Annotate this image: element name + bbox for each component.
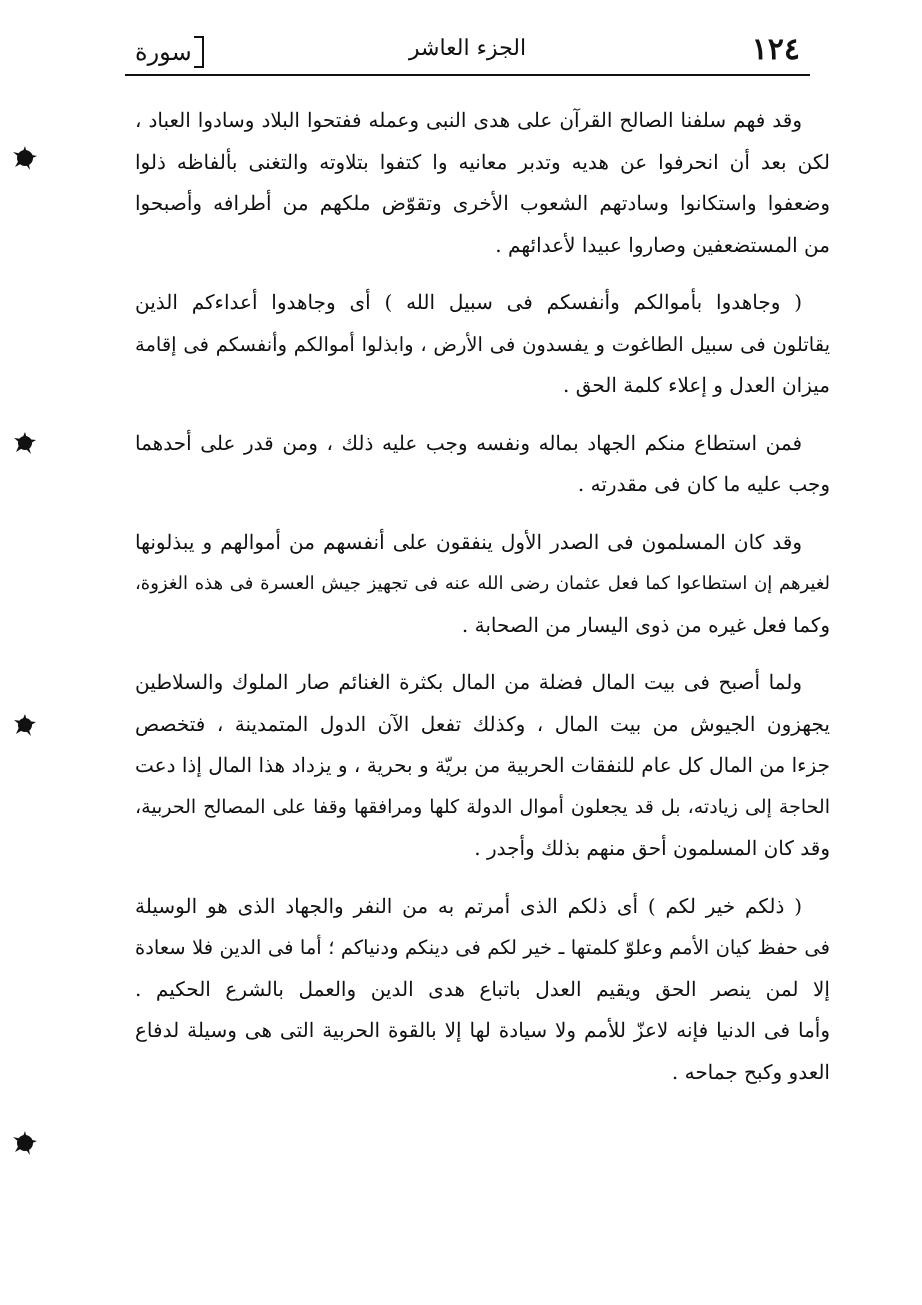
text-line: لغيرهم إن استطاعوا كما فعل عثمان رضى الله عنه فى تجهيز جيش العسرة فى هذه الغزوة، bbox=[135, 573, 830, 594]
paragraph bbox=[135, 662, 830, 870]
text-line: وجب عليه ما كان فى مقدرته . bbox=[577, 472, 830, 496]
ink-blot-icon bbox=[12, 430, 38, 456]
paragraph bbox=[135, 282, 830, 407]
text-line: وكما فعل غيره من ذوى اليسار من الصحابة . bbox=[461, 612, 830, 637]
page-number: ١٢٤ bbox=[751, 32, 800, 67]
text-line: وضعفوا واستكانوا وسادتهم الشعوب الأخرى وتقوّض ملكهم من أطرافه وأصبحوا bbox=[135, 191, 830, 215]
surah-label-text: سورة bbox=[135, 38, 192, 66]
text-line: يقاتلون فى سبيل الطاغوت و يفسدون فى الأرض ، وابذلوا أموالكم وأنفسكم فى إقامة bbox=[135, 332, 830, 356]
ink-blot-icon bbox=[12, 145, 38, 171]
text-line: جزءا من المال كل عام للنفقات الحربية من بريّة و بحرية ، و يزداد هذا المال إذا دعت bbox=[135, 753, 830, 777]
page-header bbox=[125, 30, 810, 74]
juz-title: الجزء العاشر bbox=[408, 36, 527, 61]
text-line: وأما فى الدنيا فإنه لاعزّ للأمم ولا سيادة لها إلا بالقوة الحربية التى هى وسيلة لدفاع bbox=[135, 1018, 830, 1042]
text-line: لكن بعد أن انحرفوا عن هديه وتدبر معانيه وا كتفوا بتلاوته والتغنى بألفاظه ذلوا bbox=[135, 149, 830, 174]
text-line: فمن استطاع منكم الجهاد بماله ونفسه وجب عليه ذلك ، ومن قدر على أحدهما bbox=[135, 430, 803, 455]
ink-blot-icon bbox=[12, 712, 38, 738]
page-body bbox=[135, 100, 830, 1109]
paragraph bbox=[135, 423, 830, 506]
header-rule bbox=[125, 74, 810, 76]
text-line: من المستضعفين وصاروا عبيدا لأعدائهم . bbox=[495, 232, 830, 257]
text-line: وقد فهم سلفنا الصالح القرآن على هدى النبى وعمله ففتحوا البلاد وسادوا العباد ، bbox=[135, 108, 802, 132]
paragraph bbox=[135, 100, 830, 266]
text-line: الحاجة إلى زيادته، بل قد يجعلون أموال الدولة كلها ومرافقها وقفا على المصالح الحربية، bbox=[135, 795, 830, 818]
paragraph bbox=[135, 522, 830, 647]
text-line: فى حفظ كيان الأمم وعلوّ كلمتها ـ خير لكم فى دينكم ودنياكم ؛ أما فى الدين فلا سعادة bbox=[135, 936, 830, 959]
ink-blot-icon bbox=[12, 1130, 38, 1156]
paragraph bbox=[135, 886, 830, 1094]
text-line: العدو وكبح جماحه . bbox=[671, 1059, 830, 1084]
text-line: وقد كان المسلمون فى الصدر الأول ينفقون على أنفسهم من أموالهم و يبذلونها bbox=[135, 529, 802, 554]
text-line: ( ذلكم خير لكم ) أى ذلكم الذى أمرتم به من النفر والجهاد الذى هو الوسيلة bbox=[135, 893, 802, 918]
text-line: ( وجاهدوا بأموالكم وأنفسكم فى سبيل الله ) أى وجاهدوا أعداءكم الذين bbox=[135, 290, 802, 314]
text-line: ميزان العدل و إعلاء كلمة الحق . bbox=[562, 373, 830, 397]
text-line: يجهزون الجيوش من بيت المال ، وكذلك تفعل الآن الدول المتمدينة ، فتخصص bbox=[135, 711, 830, 736]
text-line: إلا لمن ينصر الحق ويقيم العدل باتباع هدى الدين والعمل بالشرع الحكيم . bbox=[135, 976, 830, 1001]
text-line: وقد كان المسلمون أحق منهم بذلك وأجدر . bbox=[474, 836, 830, 860]
text-line: ولما أصبح فى بيت المال فضلة من المال بكثرة الغنائم صار الملوك والسلاطين bbox=[135, 670, 802, 694]
